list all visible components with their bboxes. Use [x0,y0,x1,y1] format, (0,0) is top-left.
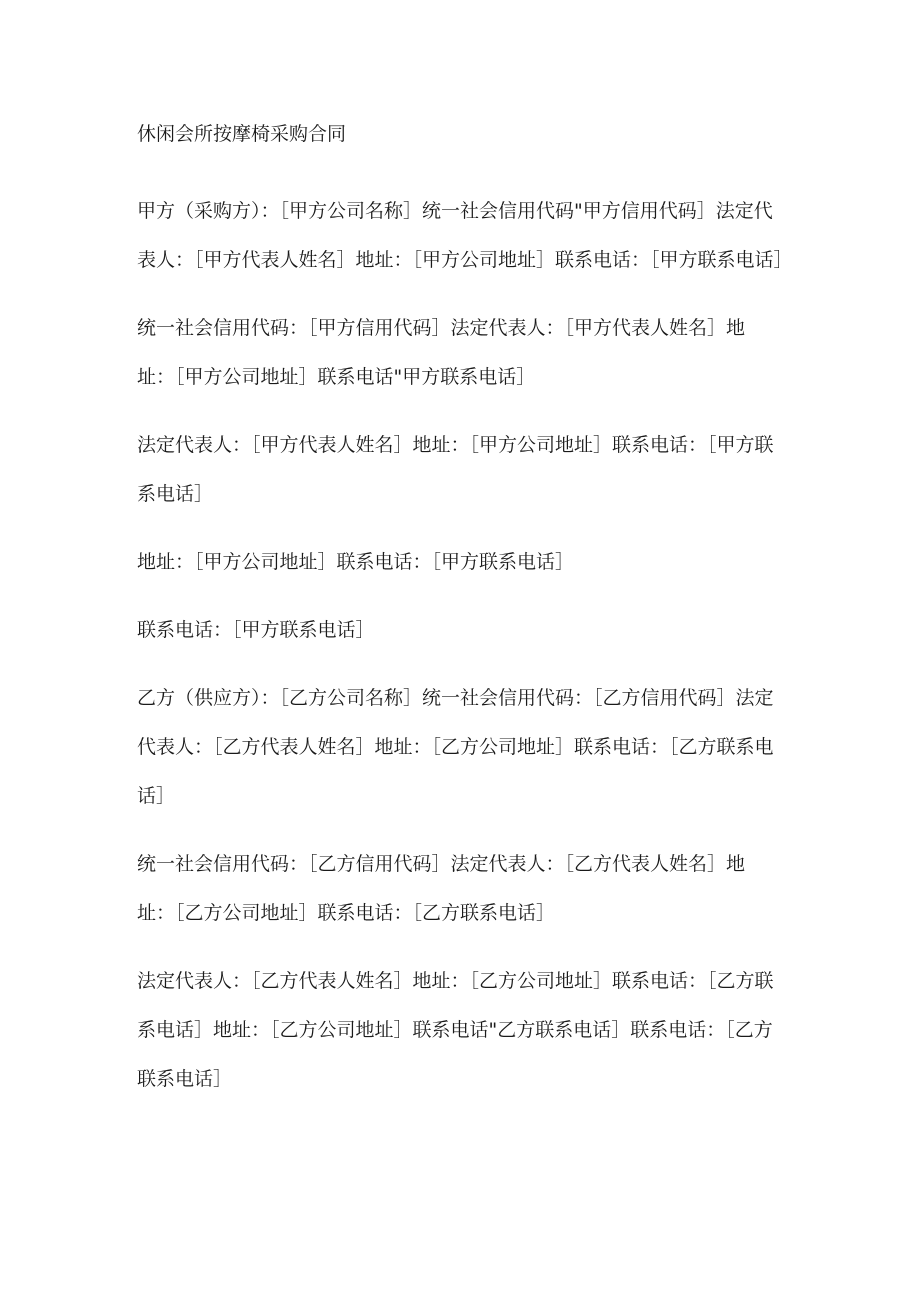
paragraph-party-a-credit-code: 统一社会信用代码：［甲方信用代码］法定代表人：［甲方代表人姓名］地址：［甲方公司地址］联系电话"甲方联系电话］ [137,317,746,388]
paragraph-party-a-phone: 联系电话：［甲方联系电话］ [137,619,375,641]
document-title: 休闲会所按摩椅采购合同 [137,123,347,145]
paragraph-party-a-full: 甲方（采购方）：［甲方公司名称］统一社会信用代码"甲方信用代码］法定代表人：［甲方代表人姓名］地址：［甲方公司地址］联系电话：［甲方联系电话］ [137,200,793,271]
paragraph-party-a-address: 地址：［甲方公司地址］联系电话：［甲方联系电话］ [137,551,575,573]
paragraph-party-a-representative: 法定代表人：［甲方代表人姓名］地址：［甲方公司地址］联系电话：［甲方联系电话］ [137,434,774,505]
document-page [137,119,793,1104]
paragraph-party-b-credit-code: 统一社会信用代码：［乙方信用代码］法定代表人：［乙方代表人姓名］地址：［乙方公司地址］联系电话：［乙方联系电话］ [137,853,746,924]
paragraph-party-b-representative: 法定代表人：［乙方代表人姓名］地址：［乙方公司地址］联系电话：［乙方联系电话］地址：［乙方公司地址］联系电话"乙方联系电话］联系电话：［乙方联系电话］ [137,970,774,1090]
paragraph-party-b-full: 乙方（供应方）：［乙方公司名称］统一社会信用代码：［乙方信用代码］法定代表人：［乙方代表人姓名］地址：［乙方公司地址］联系电话：［乙方联系电话］ [137,687,774,807]
